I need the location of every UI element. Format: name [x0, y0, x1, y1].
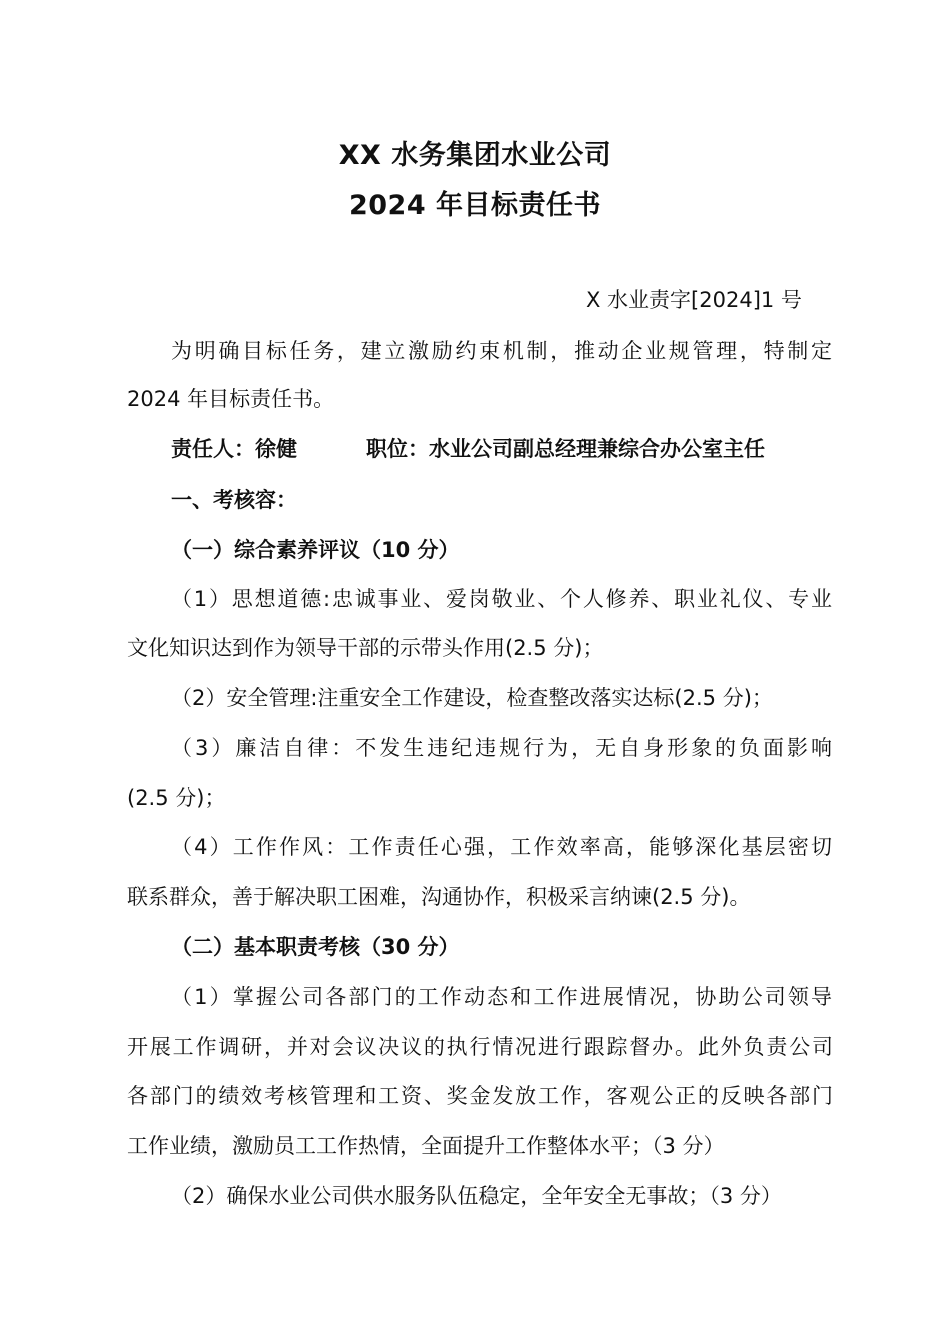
- quality-item-4-line-1: （4）工作作风：工作责任心强，工作效率高，能够深化基层密切: [171, 835, 832, 859]
- duties-item-2: （2）确保水业公司供水服务队伍稳定，全年安全无事故；（3 分）: [171, 1184, 782, 1208]
- section-heading-assessment: 一、考核容：: [171, 488, 297, 512]
- duties-item-1-line-1: （1）掌握公司各部门的工作动态和工作进展情况，协助公司领导: [171, 985, 832, 1009]
- responsible-position: 职位：水业公司副总经理兼综合办公室主任: [366, 437, 765, 461]
- quality-item-4-line-2: 联系群众，善于解决职工困难，沟通协作，积极采言纳谏(2.5 分)。: [127, 885, 751, 909]
- intro-line-1: 为明确目标任务，建立激励约束机制，推动企业规管理，特制定: [171, 339, 832, 363]
- quality-item-3-line-1: （3）廉洁自律：不发生违纪违规行为，无自身形象的负面影响: [171, 736, 832, 760]
- document-title-line1: XX 水务集团水业公司: [338, 140, 612, 171]
- duties-item-1-line-4: 工作业绩，激励员工工作热情，全面提升工作整体水平；（3 分）: [127, 1134, 725, 1158]
- quality-item-1-line-1: （1）思想道德:忠诚事业、爱岗敬业、个人修养、职业礼仪、专业: [171, 587, 832, 611]
- subsection-heading-duties: （二）基本职责考核（30 分）: [171, 935, 460, 959]
- duties-item-1-line-3: 各部门的绩效考核管理和工资、奖金发放工作，客观公正的反映各部门: [127, 1084, 833, 1108]
- document-title-line2: 2024 年目标责任书: [348, 190, 602, 221]
- document-number: X 水业责字[2024]1 号: [586, 288, 802, 312]
- subsection-heading-quality: （一）综合素养评议（10 分）: [171, 538, 460, 562]
- quality-item-3-line-2: (2.5 分)；: [127, 786, 226, 810]
- duties-item-1-line-2: 开展工作调研，并对会议决议的执行情况进行跟踪督办。此外负责公司: [127, 1035, 833, 1059]
- responsible-person: 责任人：徐健: [171, 437, 297, 461]
- intro-line-2: 2024 年目标责任书。: [127, 387, 335, 411]
- quality-item-2: （2）安全管理:注重安全工作建设，检查整改落实达标(2.5 分)；: [171, 686, 773, 710]
- quality-item-1-line-2: 文化知识达到作为领导干部的示带头作用(2.5 分)；: [127, 636, 604, 660]
